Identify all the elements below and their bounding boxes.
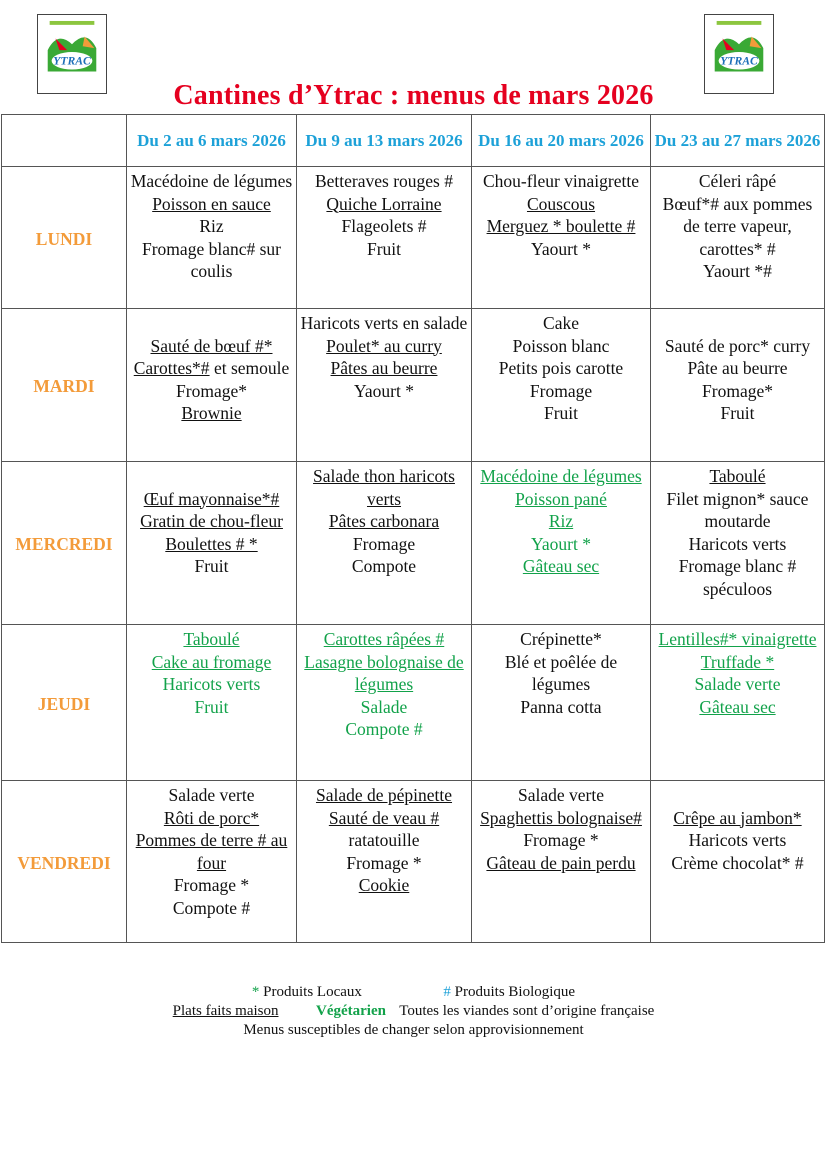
menu-item — [474, 696, 648, 719]
legend-line-2 — [0, 1002, 827, 1021]
menu-item-text: Fromage* — [702, 380, 773, 401]
menu-item — [299, 533, 469, 556]
menu-item-text: ratatouille — [348, 830, 420, 850]
menu-item-text: Fromage * — [173, 875, 250, 895]
menu-item — [653, 628, 822, 651]
legend-line-1 — [0, 983, 827, 1002]
svg-text:YTRAC: YTRAC — [53, 54, 91, 68]
menu-item — [129, 673, 294, 696]
local-label: Produits Locaux — [263, 984, 362, 1000]
menu-item-text: Fruit — [366, 238, 402, 259]
menu-cell — [127, 309, 297, 462]
menu-item-text: Fromage — [352, 533, 416, 554]
menu-cell — [472, 309, 651, 462]
menu-item — [653, 555, 822, 600]
menu-item — [129, 238, 294, 283]
menu-item-text: Salade — [360, 696, 408, 717]
menu-item-text: Gâteau de pain perdu — [486, 852, 636, 873]
menu-item — [474, 215, 648, 238]
menu-item — [129, 170, 294, 193]
menu-item — [474, 238, 648, 261]
menu-cell — [472, 625, 651, 781]
menu-item-text: Bœuf*# aux pommes de terre vapeur, carottes* # — [662, 193, 813, 259]
menu-item — [299, 380, 469, 403]
menu-item-text: Brownie — [181, 403, 242, 423]
menu-item-text: Haricots verts — [162, 674, 261, 694]
menu-item-text: Petits pois carotte — [498, 358, 624, 378]
menu-item — [129, 829, 294, 874]
menu-item — [474, 628, 648, 651]
menu-item-text: Salade verte — [168, 785, 255, 805]
menu-item-text: Macédoine de légumes — [130, 171, 293, 191]
day-row — [2, 625, 825, 781]
day-label: LUNDI — [2, 167, 127, 309]
menu-item — [474, 357, 648, 380]
menu-item-text: Fruit — [194, 556, 229, 576]
menu-item — [474, 533, 648, 556]
menu-item-part: Carottes*# — [133, 358, 210, 378]
menu-item-text: Pommes de terre # au four — [135, 830, 288, 873]
menu-item-text: Sauté de bœuf #* — [150, 335, 273, 356]
menu-item-text: Fruit — [194, 696, 229, 717]
menu-item — [474, 807, 648, 830]
menu-item — [474, 465, 648, 488]
menu-item — [129, 784, 294, 807]
menu-item — [474, 402, 648, 425]
menu-cell — [651, 462, 825, 625]
menu-item — [129, 215, 294, 238]
menu-item — [299, 170, 469, 193]
menu-item-text: Riz — [199, 216, 224, 236]
menu-item-text: Blé et poêlée de légumes — [504, 651, 618, 694]
menu-item-text: Fruit — [720, 403, 755, 423]
menu-item — [299, 874, 469, 897]
menu-item-text: Truffade * — [700, 651, 775, 672]
menu-item — [653, 673, 822, 696]
menu-item-text: Chou-fleur vinaigrette — [483, 171, 639, 191]
menu-cell — [297, 167, 472, 309]
menu-cell — [472, 462, 651, 625]
menu-item-text: Fromage * — [346, 852, 422, 873]
menu-item — [474, 380, 648, 403]
menu-item-text: Betteraves rouges # — [314, 171, 453, 191]
menu-item — [299, 651, 469, 696]
menu-item — [653, 260, 822, 283]
menu-item — [129, 510, 294, 533]
day-row — [2, 462, 825, 625]
menu-item — [653, 193, 822, 261]
menu-item-text: Sauté de veau # — [328, 807, 440, 828]
menu-cell — [651, 625, 825, 781]
menu-item — [129, 628, 294, 651]
week-header: Du 9 au 13 mars 2026 — [297, 115, 472, 167]
menu-item — [129, 488, 294, 511]
menu-item-text: Fromage* — [176, 380, 247, 401]
vegetarian-label: Végétarien — [316, 1003, 386, 1019]
menu-item — [129, 874, 294, 897]
menu-item-text: Œuf mayonnaise*# — [143, 488, 280, 509]
menu-item-text: Salade thon haricots verts — [313, 466, 455, 509]
menu-item — [299, 510, 469, 533]
menu-item-text: Lentilles#* vinaigrette — [658, 629, 817, 649]
menu-item-text: Poisson blanc — [512, 335, 610, 356]
menu-cell — [651, 781, 825, 943]
menu-item — [474, 170, 648, 193]
menu-item-part: et semoule — [209, 358, 290, 378]
menu-item-text: Salade de pépinette — [315, 785, 453, 805]
week-header: Du 23 au 27 mars 2026 — [651, 115, 825, 167]
menu-item — [653, 170, 822, 193]
menu-item-text: Cake — [543, 313, 579, 333]
menu-item-text: Filet mignon* sauce moutarde — [666, 488, 809, 531]
menu-item — [299, 696, 469, 719]
menu-cell — [297, 462, 472, 625]
week-header: Du 16 au 20 mars 2026 — [472, 115, 651, 167]
menu-item — [474, 555, 648, 578]
menu-item-text: Fruit — [543, 403, 579, 423]
menu-cell — [472, 167, 651, 309]
svg-text:YTRAC: YTRAC — [720, 54, 758, 68]
menu-cell — [297, 309, 472, 462]
menu-item-text: Cookie — [358, 875, 410, 895]
menu-item-text: Pâtes au beurre — [330, 358, 438, 378]
menu-item — [299, 357, 469, 380]
menu-item-text: Macédoine de légumes — [480, 466, 642, 486]
menu-item — [474, 488, 648, 511]
menu-item-text: Haricots verts en salade — [300, 313, 468, 333]
menu-item-text: Yaourt * — [531, 533, 591, 554]
menu-item — [129, 696, 294, 719]
menu-item — [653, 651, 822, 674]
day-row — [2, 309, 825, 462]
menu-item — [474, 829, 648, 852]
menu-item — [474, 651, 648, 696]
menu-item — [299, 215, 469, 238]
menu-item — [299, 238, 469, 261]
menu-item-text: Crêpe au jambon* — [673, 807, 802, 828]
menu-cell — [472, 781, 651, 943]
day-label: VENDREDI — [2, 781, 127, 943]
menu-item-text: Flageolets # — [341, 216, 427, 236]
day-row — [2, 167, 825, 309]
bio-symbol: # — [443, 984, 451, 1000]
menu-item-text: Céleri râpé — [698, 171, 777, 191]
menu-item — [129, 897, 294, 920]
day-label: JEUDI — [2, 625, 127, 781]
menu-item — [129, 335, 294, 358]
menu-cell — [127, 625, 297, 781]
menu-item-text: Yaourt * — [354, 380, 414, 401]
menu-item — [129, 380, 294, 403]
menu-item — [653, 533, 822, 556]
menu-item — [299, 193, 469, 216]
menu-item-text: Haricots verts — [688, 533, 787, 554]
menu-item — [299, 718, 469, 741]
bio-label: Produits Biologique — [454, 984, 576, 1000]
menu-item-text: Compote # — [345, 719, 423, 739]
menu-item — [129, 533, 294, 556]
menu-item — [653, 357, 822, 380]
menu-item — [474, 193, 648, 216]
menu-item-text: Taboulé — [709, 466, 766, 486]
menu-item-text: Carottes râpées # — [323, 629, 445, 649]
legend-line-3 — [0, 1021, 827, 1040]
menu-item-text: Fromage blanc # spéculoos — [678, 556, 797, 599]
menu-item-text: Salade verte — [694, 674, 781, 694]
menu-item-text: Poulet* au curry — [326, 335, 442, 356]
menu-item-text: Fromage — [529, 380, 593, 401]
menu-item — [299, 555, 469, 578]
local-symbol: * — [251, 984, 260, 1000]
menu-cell — [127, 167, 297, 309]
menu-item — [474, 852, 648, 875]
menu-item-text: Riz — [548, 511, 574, 531]
menu-item-text: Yaourt *# — [703, 261, 772, 281]
menu-item — [129, 555, 294, 578]
menu-item — [474, 784, 648, 807]
menu-item — [653, 335, 822, 358]
menu-item-text: Cake au fromage — [151, 651, 272, 672]
menu-cell — [297, 625, 472, 781]
menu-item-text: Couscous — [526, 193, 596, 214]
menu-item-text: Panna cotta — [520, 696, 602, 717]
menu-item — [653, 696, 822, 719]
menu-item-text: Crépinette* — [520, 629, 602, 649]
menu-item — [299, 784, 469, 807]
week-header: Du 2 au 6 mars 2026 — [127, 115, 297, 167]
menu-item — [299, 807, 469, 830]
menu-item-text: Gratin de chou-fleur — [140, 511, 283, 531]
menu-item-text: Sauté de porc* curry — [664, 335, 811, 356]
menu-item-text: Lasagne bolognaise de légumes — [304, 651, 464, 694]
menu-item — [129, 357, 294, 380]
menu-item — [129, 651, 294, 674]
menu-item-text: Poisson pané — [515, 488, 607, 509]
french-meat-label: Toutes les viandes sont d’origine française — [399, 1003, 655, 1019]
menu-item — [653, 784, 822, 807]
menu-item — [653, 312, 822, 335]
menu-item-text: Poisson en sauce — [152, 193, 271, 214]
menu-item — [299, 628, 469, 651]
menu-item-text: Fromage * — [523, 830, 599, 850]
menu-item — [653, 829, 822, 852]
menu-item-text: Pâtes carbonara — [328, 511, 440, 531]
menu-item — [299, 829, 469, 852]
menu-item — [474, 510, 648, 533]
menu-item — [653, 488, 822, 533]
menu-item — [299, 465, 469, 510]
homemade-label: Plats faits maison — [172, 1003, 279, 1019]
menu-item — [129, 312, 294, 335]
menu-item-text: Yaourt * — [531, 238, 591, 259]
menu-item — [129, 193, 294, 216]
menu-item — [653, 807, 822, 830]
menu-item-text: Gâteau sec — [699, 696, 776, 717]
menu-item — [474, 335, 648, 358]
menu-item — [129, 402, 294, 425]
day-label: MERCREDI — [2, 462, 127, 625]
day-row — [2, 781, 825, 943]
header-row — [2, 115, 825, 167]
menu-item — [129, 465, 294, 488]
menu-item-text: Crème chocolat* # — [671, 852, 804, 873]
menu-item-text: Merguez * boulette # — [486, 216, 636, 236]
menu-item-text: Rôti de porc* — [163, 807, 260, 828]
menu-item — [653, 380, 822, 403]
menu-item — [653, 852, 822, 875]
menu-item — [653, 465, 822, 488]
menu-cell — [127, 462, 297, 625]
menu-item-text: Spaghettis bolognaise# — [480, 807, 642, 828]
menu-cell — [651, 309, 825, 462]
menu-item — [653, 402, 822, 425]
menu-item-text: Quiche Lorraine — [326, 193, 442, 214]
menu-item — [474, 312, 648, 335]
menu-item-text: Compote # — [172, 897, 251, 918]
day-label: MARDI — [2, 309, 127, 462]
menu-cell — [297, 781, 472, 943]
page-title: Cantines d’Ytrac : menus de mars 2026 — [173, 80, 654, 111]
header-corner — [2, 115, 127, 167]
menu-cell — [127, 781, 297, 943]
menu-item-text: Pâte au beurre — [687, 358, 788, 378]
menu-item-text: Compote — [351, 556, 417, 576]
menu-cell — [651, 167, 825, 309]
menu-item-text: Salade verte — [518, 785, 604, 805]
menu-table — [1, 114, 825, 943]
supply-note: Menus susceptibles de changer selon approvisionnement — [243, 1022, 584, 1038]
menu-item — [299, 335, 469, 358]
menu-item-text: Taboulé — [183, 629, 240, 649]
menu-item-text: Boulettes # * — [165, 533, 258, 554]
menu-item — [129, 807, 294, 830]
menu-item-text: Haricots verts — [688, 830, 787, 850]
menu-item — [299, 852, 469, 875]
menu-item-text: Gâteau sec — [522, 556, 600, 576]
menu-item-text: Fromage blanc# sur coulis — [142, 238, 281, 281]
menu-item — [299, 312, 469, 335]
